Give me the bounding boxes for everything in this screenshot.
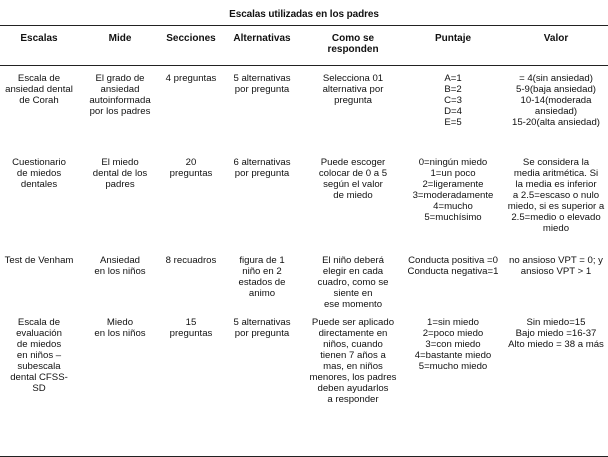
cell-como: El niño deberá elegir en cada cuadro, como se siente en ese momento <box>317 254 389 310</box>
cell-como: Puede ser aplicado directamente en niños, cuando tienen 7 años a mas, en niños menores, los padres deben ayudarlos a responder <box>304 310 402 457</box>
cell-valor: Se considera la media aritmética. Si la media es inferior a 2.5=escaso o nulo miedo, si es superior a 2.5=medio o elevado miedo <box>507 156 605 234</box>
header-valor: Valor <box>504 26 608 66</box>
cell-como: Puede escoger colocar de 0 a 5 según el valor de miedo <box>318 156 388 201</box>
scales-table <box>0 25 608 457</box>
cell-valor: Sin miedo=15 Bajo miedo =16-37 Alto miedo = 38 a más <box>504 310 608 457</box>
table-row <box>0 66 608 150</box>
cell-puntaje: 1=sin miedo 2=poco miedo 3=con miedo 4=bastante miedo 5=mucho miedo <box>402 310 504 457</box>
cell-alternativas: 5 alternativas por pregunta <box>220 310 304 457</box>
cell-alternativas: 6 alternativas por pregunta <box>233 156 291 179</box>
cell-mide: Miedo en los niños <box>78 310 162 457</box>
cell-secciones: 4 preguntas <box>165 73 217 84</box>
cell-alternativas: 5 alternativas por pregunta <box>233 73 291 95</box>
cell-alternativas: figura de 1 niño en 2 estados de animo <box>238 254 286 299</box>
cell-puntaje: A=1 B=2 C=3 D=4 E=5 <box>444 73 462 128</box>
table-title: Escalas utilizadas en los padres <box>229 9 379 20</box>
cell-secciones: 15 preguntas <box>162 310 220 457</box>
cell-mide: El grado de ansiedad autoinformada por los padres <box>89 73 151 117</box>
cell-como: Selecciona 01 alternativa por pregunta <box>322 73 384 106</box>
cell-puntaje: Conducta positiva =0 Conducta negativa=1 <box>407 254 499 277</box>
cell-secciones: 8 recuadros <box>165 254 217 266</box>
header-como-se-responden: Como se responden <box>304 26 402 66</box>
cell-puntaje: 0=ningún miedo 1=un poco 2=ligeramente 3=moderadamente 4=mucho 5=muchísimo <box>412 156 494 223</box>
table-row <box>0 310 608 457</box>
header-secciones: Secciones <box>162 26 220 66</box>
cell-valor: = 4(sin ansiedad) 5-9(baja ansiedad) 10-14(moderada ansiedad) 15-20(alta ansiedad) <box>511 73 600 128</box>
cell-escala: Escala de ansiedad dental de Corah <box>5 73 73 106</box>
cell-escala: Escala de evaluación de miedos en niños – subescala dental CFSS- SD <box>0 310 78 457</box>
header-alternativas: Alternativas <box>220 26 304 66</box>
table-row <box>0 248 608 310</box>
cell-secciones: 20 preguntas <box>169 156 213 179</box>
header-mide: Mide <box>78 26 162 66</box>
cell-escala: Cuestionario de miedos dentales <box>12 156 66 190</box>
cell-valor: no ansioso VPT = 0; y ansioso VPT > 1 <box>509 254 603 277</box>
header-puntaje: Puntaje <box>402 26 504 66</box>
cell-escala: Test de Venham <box>4 254 74 266</box>
header-escalas: Escalas <box>0 26 78 66</box>
cell-mide: Ansiedad en los niños <box>94 254 146 277</box>
table-row <box>0 150 608 248</box>
header-row <box>0 26 608 66</box>
cell-mide: El miedo dental de los padres <box>92 156 148 190</box>
